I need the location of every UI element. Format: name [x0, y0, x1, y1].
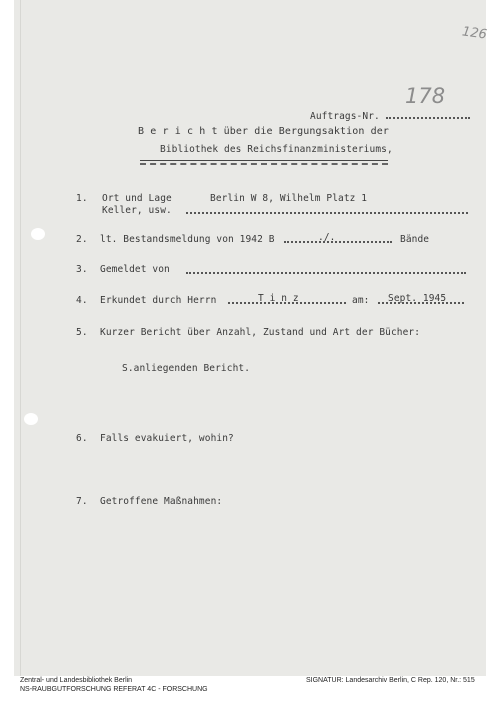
- item-2-suffix: Bände: [400, 234, 430, 245]
- item-1-value: Berlin W 8, Wilhelm Platz 1: [210, 193, 368, 204]
- item-7-number: 7.: [76, 496, 88, 507]
- item-3-number: 3.: [76, 264, 88, 275]
- handwritten-order-number: 178: [405, 84, 446, 108]
- punch-hole: [24, 413, 38, 425]
- item-7-label: Getroffene Maßnahmen:: [100, 496, 223, 507]
- item-2-label: lt. Bestandsmeldung von 1942 B: [100, 234, 275, 245]
- report-title-line2: Bibliothek des Reichsfinanzministeriums,: [160, 144, 393, 155]
- page-edge: [20, 0, 21, 676]
- item-2-dots: [284, 241, 392, 243]
- item-5-label: Kurzer Bericht über Anzahl, Zustand und Art der Bücher:: [100, 327, 421, 338]
- item-1-label-line2: Keller, usw.: [102, 205, 172, 216]
- item-6-label: Falls evakuiert, wohin?: [100, 433, 234, 444]
- title-underline: [140, 160, 388, 161]
- item-3-dots: [186, 272, 466, 274]
- order-number-label: Auftrags-Nr.: [310, 111, 380, 122]
- item-4-value: T i n z: [258, 293, 299, 304]
- order-number-dots: [386, 117, 470, 119]
- item-5-number: 5.: [76, 327, 88, 338]
- item-2-number: 2.: [76, 234, 88, 245]
- item-5-value: S.anliegenden Bericht.: [122, 363, 251, 374]
- punch-hole: [31, 228, 45, 240]
- handwritten-page-number: 126: [461, 24, 488, 43]
- item-1-dots: [186, 212, 468, 214]
- footer-department: NS-RAUBGUTFORSCHUNG REFERAT 4C - FORSCHUNG: [20, 686, 208, 693]
- item-4-number: 4.: [76, 295, 88, 306]
- report-title-line1: B e r i c h t über die Bergungsaktion der: [138, 126, 389, 137]
- item-4-date-label: am:: [352, 295, 370, 306]
- item-1-number: 1.: [76, 193, 88, 204]
- item-4-date-value: Sept. 1945: [388, 293, 447, 304]
- item-1-label: Ort und Lage: [102, 193, 172, 204]
- footer-institution: Zentral- und Landesbibliothek Berlin: [20, 677, 133, 684]
- item-3-label: Gemeldet von: [100, 264, 170, 275]
- item-2-value: ./.: [318, 232, 336, 243]
- title-underline-dashed: [140, 163, 388, 165]
- footer-signature: SIGNATUR: Landesarchiv Berlin, C Rep. 120, Nr.: 515: [306, 677, 475, 684]
- item-4-label: Erkundet durch Herrn: [100, 295, 217, 306]
- item-6-number: 6.: [76, 433, 88, 444]
